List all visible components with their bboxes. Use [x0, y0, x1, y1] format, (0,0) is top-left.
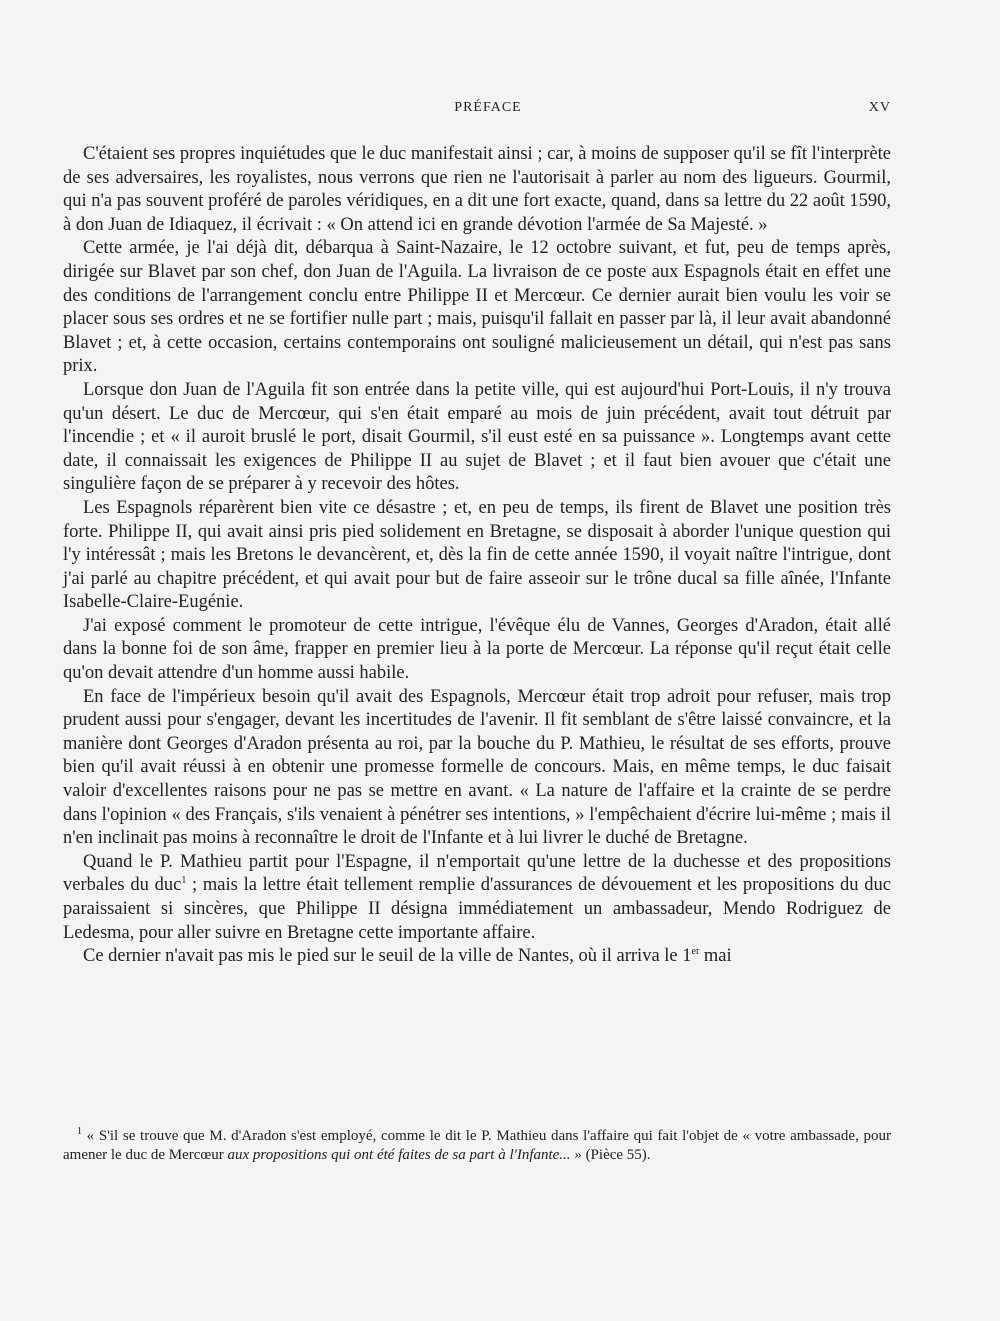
paragraph-text: ; mais la lettre était tellement remplie d'assurances de dévouement et les propositions du duc paraissaient si sincères, que Philippe II désigna immédiatement un ambassadeur, Mendo Rodriguez de Ledesma, pour aller suivre en Bretagne cette importante affaire.: [63, 875, 891, 943]
paragraph: J'ai exposé comment le promoteur de cette intrigue, l'évêque élu de Vannes, Georges d'Aradon, était allé dans la bonne foi de son âme, frapper en premier lieu à la porte de Mercœur. La réponse qu'il reçut était celle qu'on devait attendre d'un homme aussi habile.: [63, 615, 891, 684]
running-header: [85, 100, 891, 124]
paragraph: En face de l'impérieux besoin qu'il avait des Espagnols, Mercœur était trop adroit pour refuser, mais trop prudent aussi pour s'engager, devant les incertitudes de l'avenir. Il fit semblant de s'être laissé convaincre, et la manière dont Georges d'Aradon présenta au roi, par la bouche du P. Mathieu, le résultat de ses efforts, prouve bien qu'il avait réussi à en obtenir une promesse formelle de concours. Mais, en même temps, le duc faisait valoir d'excellentes raisons pour ne pas se mettre en avant. « La nature de l'affaire et la crainte de se perdre dans l'opinion « des Français, s'ils venaient à pénétrer ses intentions, » l'empêchaient d'écrire lui-même ; mais il n'en inclinait pas moins à reconnaître le droit de l'Infante et à lui livrer le duché de Bretagne.: [63, 686, 891, 849]
paragraph-text: mai: [699, 946, 732, 967]
paragraph-text: Ce dernier n'avait pas mis le pied sur le seuil de la ville de Nantes, où il arriva le 1: [83, 946, 692, 967]
footnote-text: « S'il se trouve que M. d'Aradon s'est employé, comme le dit le P. Mathieu dans l'affaire qui fait l'objet de « votre ambassade, pour amener le duc de Mercœur: [63, 1128, 891, 1163]
paragraph: C'étaient ses propres inquiétudes que le duc manifestait ainsi ; car, à moins de supposer qu'il se fît l'interprète de ses adversaires, les royalistes, nous verrons que rien ne l'autorisait à parler au nom des ligueurs. Gourmil, qui n'a pas souvent proféré de paroles véridiques, en a dit une fort exacte, quand, dans sa lettre du 22 août 1590, à don Juan de Idiaquez, il écrivait : « On attend ici en grande dévotion l'armée de Sa Majesté. »: [63, 144, 891, 235]
footnote-number: 1: [77, 1126, 82, 1137]
paragraph: Cette armée, je l'ai déjà dit, débarqua à Saint-Nazaire, le 12 octobre suivant, et fut, peu de temps après, dirigée sur Blavet par son chef, don Juan de l'Aguila. La livraison de ce poste aux Espagnols était en effet une des conditions de l'arrangement conclu entre Philippe II et Mercœur. Ce dernier aurait bien voulu les voir se placer sous ses ordres et ne se fortifier nulle part ; mais, puisqu'il fallait en passer par là, il leur avait abandonné Blavet ; et, à cette occasion, certains contemporains ont souligné malicieusement un détail, qui n'est pas sans prix.: [63, 238, 891, 377]
footnote-reference: 1: [181, 875, 187, 887]
footnote-text-end: (Pièce 55).: [581, 1147, 651, 1163]
body-text: [63, 143, 891, 969]
ordinal-superscript: er: [691, 946, 700, 958]
paragraph-text: Quand le P. Mathieu partit pour l'Espagne, il n'emportait qu'une lettre de la duchesse et des propositions verbales du duc: [63, 851, 891, 896]
paragraph: Lorsque don Juan de l'Aguila fit son entrée dans la petite ville, qui est aujourd'hui Port-Louis, il n'y trouva qu'un désert. Le duc de Mercœur, qui s'en était emparé au mois de juin précédent, avait tout détruit par l'incendie ; et « il auroit bruslé le port, disait Gourmil, s'il eust esté en sa puissance ». Longtemps avant cette date, il connaissait les exigences de Philippe II au sujet de Blavet ; et il faut bien avouer que c'était une singulière façon de se préparer à y recevoir des hôtes.: [63, 379, 891, 495]
page-number: XV: [868, 100, 891, 115]
paragraph: Les Espagnols réparèrent bien vite ce désastre ; et, en peu de temps, ils firent de Blavet une position très forte. Philippe II, qui avait ainsi pris pied solidement en Bretagne, se disposait à aborder l'unique question qui l'y intéressât ; mais les Bretons le devancèrent, et, dès la fin de cette année 1590, il voyait naître l'intrigue, dont j'ai parlé au chapitre précédent, et qui avait pour but de faire asseoir sur le trône ducal sa fille aînée, l'Infante Isabelle-Claire-Eugénie.: [63, 497, 891, 613]
footnote-italic-text: aux propositions qui ont été faites de sa part à l'Infante... »: [227, 1147, 582, 1163]
paragraph: [63, 851, 891, 945]
running-title: PRÉFACE: [454, 100, 522, 115]
paragraph: [63, 945, 891, 969]
footnote: [63, 1127, 891, 1165]
footnotes: [63, 1127, 891, 1165]
